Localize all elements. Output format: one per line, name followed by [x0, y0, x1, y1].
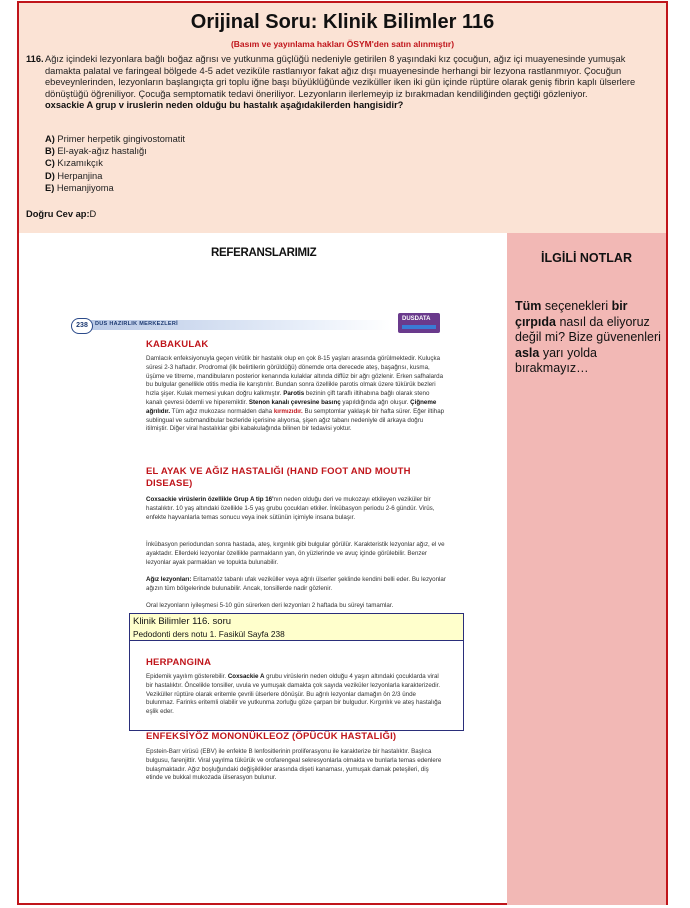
- hfm-paragraph-3: Ağız lezyonları: Eritamatöz tabanlı ufak veziküller veya ağrılı ülserler şeklinde kendini belli eder. Bu lezyonlar ağızın tüm bölgelerinde bulunabilir. Ancak, tonsillerde nadir gözlenir.: [146, 576, 446, 592]
- page-frame: [17, 1, 668, 905]
- option-e: E) Hemanjiyoma: [45, 182, 114, 193]
- hfm-paragraph-4: Oral lezyonların iyileşmesi 5-10 gün sürerken deri lezyonları 2 haftada bu süreyi tamamlar.: [146, 602, 394, 609]
- section-kabakulak: KABAKULAK: [146, 339, 209, 350]
- correct-answer: Doğru Cev ap:D: [26, 209, 97, 219]
- question-number: 116.: [26, 54, 44, 64]
- option-a: A) Primer herpetik gingivostomatit: [45, 134, 186, 144]
- section-hfm: EL AYAK VE AĞIZ HASTALIĞI (HAND FOOT AND MOUTH DISEASE): [146, 466, 411, 489]
- hfm-paragraph-2: İnkübasyon periodundan sonra hastada, ateş, kırgınlık gibi bulgular görülür. Karakteristik lezyonlar ağız, el ve ayaktadır. Ellerdeki lezyonlar özellikle parmakların yan, ön yüzlerinde ve avuç içinde görülebilir. Benzer lezyonlar ayak parmakları ve topukta bulunabilir.: [146, 541, 445, 566]
- herpangina-paragraph: Epidemik yayılım gösterebilir. Coxsackie A grubu virüslerin neden olduğu 4 yaşın altındaki çocuklarda viral bir hastalıktır. Öncelikle tonsiller, uvula ve yumuşak damakta çok sayıda veziküler lezyonlarla karakterizedir. Veziküller rüptüre olarak eritemle çevrili ülserlere dönüşür. Bu ağrılı lezyonlar damağın ön 2/3 ünde bulunmaz. Farinks eritemli olabilir ve yutkunma zorluğu göze çarpan bir bulgudur. Kırgınlık ve ateş hastalığa eşlik eder.: [146, 673, 442, 716]
- hfm-paragraph-1: Coxsackie virüslerin özellikle Grup A tip 16'nın neden olduğu deri ve mukozayı etkileyen veziküler bir hastalıktır. 10 yaş altındaki özellikle 1-5 yaş grubu çocukları etkiler. İnkübasyon periodu 2-6 gündür. Virüs, enfekte hayvanlarla temas sonucu veya inek sütünün içimiyle insana bulaşır.: [146, 496, 435, 521]
- option-d: D) Herpanjina: [45, 170, 103, 181]
- book-page-image: [39, 291, 489, 903]
- question-text: [45, 54, 657, 112]
- question-stem: Ağız içindeki lezyonlara bağlı boğaz ağrısı ve yutkunma güçlüğü nedeniyle getirilen 8 yaşındaki kız çocuğun, ağız içi muayenesinde yumuşak damakta palatal ve faringeal bölgede 4-5 adet veziküle rastlanıyor fakat ağız dışı muayenesinde herhangi bir lezyona rastlanmıyor. Çocuğun ebeveynlerinden, lezyonların başlangıçta gri toplu iğne başı büyüklüğünde veziküller iken iki gün içinde rüptüre olarak geniş fibrin kaplı ülserlere dönüştüğü öğreniliyor. Çocuğa semptomatik tedavi öneriliyor. Lezyonların ilerlemeyip iz bırakmadan kendiliğinden geçtiği gözleniyor.: [45, 54, 636, 99]
- copyright-note: (Basım ve yayınlama hakları ÖSYM'den satın alınmıştır): [230, 39, 455, 49]
- question-ask: oxsackie A grup v iruslerin neden olduğu bu hastalık aşağıdakilerden hangisidir?: [45, 100, 404, 111]
- notes-text: Tüm seçenekleri bir çırpıda nasıl da eliyoruz değil mi? Bize güvenenleri asla yarı yolda bırakmayız…: [515, 299, 661, 375]
- notes-heading: İLGİLİ NOTLAR: [541, 251, 632, 265]
- book-page-number: 238: [71, 318, 93, 334]
- references-heading: REFERANSLARIMIZ: [211, 247, 317, 259]
- question-panel: [19, 3, 666, 233]
- option-b: B) El-ayak-ağız hastalığı: [45, 146, 147, 157]
- reference-note-line1: Klinik Bilimler 116. soru: [133, 616, 232, 627]
- section-mononukleoz: ENFEKSİYÖZ MONONÜKLEOZ (ÖPÜCÜK HASTALIĞI): [146, 731, 397, 742]
- page-title: Orijinal Soru: Klinik Bilimler 116: [190, 11, 495, 33]
- dusdata-logo: DUSDATA: [398, 313, 440, 333]
- notes-panel: [507, 233, 666, 905]
- herpangina-highlight-box: [129, 640, 464, 731]
- kabakulak-paragraph: Damlacık enfeksiyonuyla geçen virütik bir hastalık olup en çok 8-15 yaşları arasında görülmektedir. Kuluçka süresi 2-3 haftadır. Prodromal (ilk belirtilerin görüldüğü) dönemde orta derecede ateş, başağrısı, kusma, üşüme ve titreme, mandibulanın posterior kenarında kulaklar altında diffüz bir ağrı gözlenir. Erken safhalarda bu bulgular genellikle otitis media ile karıştırılır. Bundan sonra özellikle parotis olmak üzere tükürük bezleri hızla şişer. Kulak memesi yukarı doğru kalkmıştır. Parotis bezinin çift taraflı iltihabına bağlı olarak steno kanalı çevresi ödemli ve hiperemiktir. Stenon kanalı çevresine basınç yapıldığında ağrı oluşur. Çiğneme ağrılıdır. Tüm ağız mukozası normalden daha kırmızıdır. Bu semptomlar yaklaşık bir hafta sürer. Eğer iltihap sublingual ve submandibular bezleride içerisine alıyorsa, şişen ağız tabanı nedeniyle dil arkaya doğru itilmiştir. Diğer viral hastalıklar gibi kabakulağında bilinen bir tedavisi yoktur.: [146, 355, 445, 433]
- reference-note-line2: Pedodonti ders notu 1. Fasikül Sayfa 238: [133, 629, 285, 639]
- book-brand: DUS HAZIRLIK MERKEZLERİ: [95, 321, 178, 327]
- section-herpangina: HERPANGINA: [146, 657, 212, 668]
- option-c: C) Kızamıkçık: [45, 158, 103, 169]
- answer-options: [45, 133, 185, 194]
- mononukleoz-paragraph: Epstein-Barr virüsü (EBV) ile enfekte B lenfositlerinin proliferasyonu ile karakterize bir hastalıktır. Başlıca bulgusu, farenjittir. Viral yayılma tükürük ve orofarengeal sekresyonlarla olmakta ve bunlarla temas edenlere bulaşmaktadır. Ağız boşluğundaki değişiklikler arasında dişeti kanaması, yumuşak damak peteşileri, diş etinde ve bukkal mukozada ülserasyon bulunur.: [146, 748, 442, 782]
- reference-note-box: [129, 613, 464, 641]
